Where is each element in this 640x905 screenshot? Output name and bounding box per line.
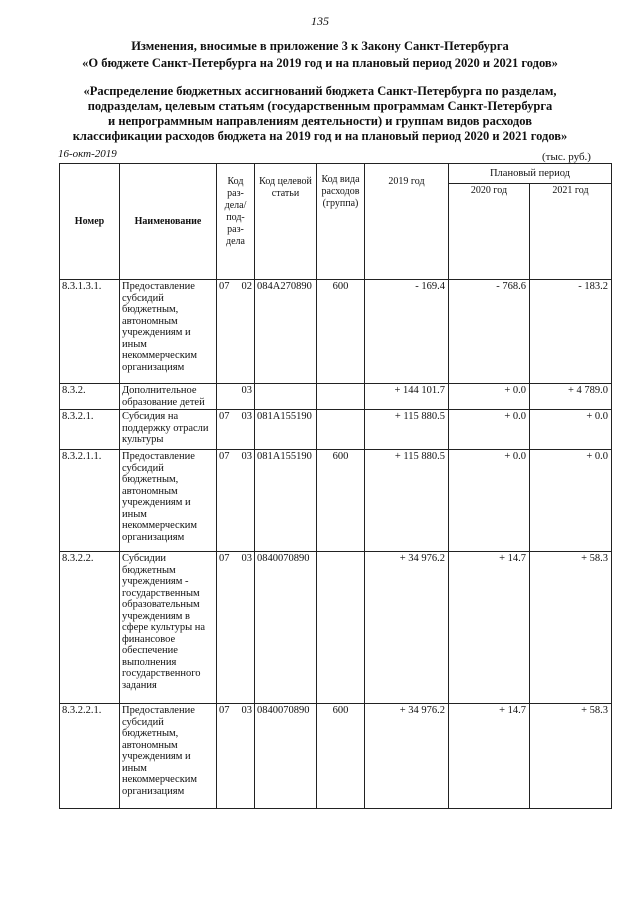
cell-vid: [317, 410, 365, 450]
razdel-code: 07: [219, 451, 230, 462]
cell-razdel: [217, 384, 255, 410]
table-row: [60, 280, 612, 384]
cell-name: Предоставление субсидий бюджетным, автономным учреждениям и иным некоммерческим организациям: [120, 450, 217, 552]
header-2019: 2019 год: [365, 164, 449, 280]
table-row: [60, 552, 612, 704]
table-row: [60, 410, 612, 450]
budget-table: [59, 163, 612, 809]
cell-2021: - 183.2: [530, 280, 612, 384]
header-number: Номер: [60, 164, 120, 280]
header-2020: 2020 год: [449, 184, 530, 280]
cell-razdel: [217, 410, 255, 450]
cell-target: 0840070890: [255, 704, 317, 809]
title-line: Изменения, вносимые в приложение 3 к Закону Санкт-Петербурга: [131, 39, 509, 53]
cell-vid: 600: [317, 280, 365, 384]
cell-name: Субсидии бюджетным учреждениям - государственным образовательным учреждениям в сфере культуры на финансовое обеспечение выполнения государственного задания: [120, 552, 217, 704]
subtitle-line: «Распределение бюджетных ассигнований бюджета Санкт-Петербурга по разделам,: [83, 84, 557, 98]
cell-target: 084A270890: [255, 280, 317, 384]
header-name: Наименование: [120, 164, 217, 280]
cell-2020: - 768.6: [449, 280, 530, 384]
subtitle-line: и непрограммным направлениям деятельности) и группам видов расходов: [108, 114, 532, 128]
table-row: [60, 704, 612, 809]
cell-vid: [317, 384, 365, 410]
cell-vid: [317, 552, 365, 704]
podrazdel-code: 03: [241, 451, 252, 462]
podrazdel-code: 03: [241, 385, 252, 396]
cell-number: 8.3.2.2.1.: [60, 704, 120, 809]
cell-number: 8.3.2.: [60, 384, 120, 410]
cell-2020: + 0.0: [449, 384, 530, 410]
cell-2020: + 14.7: [449, 704, 530, 809]
cell-2020: + 0.0: [449, 450, 530, 552]
header-vid: Код вида расходов (группа): [317, 164, 365, 280]
cell-target: [255, 384, 317, 410]
cell-2019: + 34 976.2: [365, 704, 449, 809]
document-title: [20, 38, 620, 72]
cell-2019: + 34 976.2: [365, 552, 449, 704]
header-planned-period: Плановый период: [449, 164, 612, 184]
table-row: [60, 384, 612, 410]
header-razdel: Код раз-дела/ под-раз-дела: [217, 164, 255, 280]
cell-razdel: [217, 704, 255, 809]
cell-2019: + 144 101.7: [365, 384, 449, 410]
razdel-code: 07: [219, 281, 230, 292]
cell-target: 081A155190: [255, 410, 317, 450]
cell-2019: - 169.4: [365, 280, 449, 384]
table-row: [60, 450, 612, 552]
cell-2019: + 115 880.5: [365, 410, 449, 450]
cell-2019: + 115 880.5: [365, 450, 449, 552]
cell-2021: + 58.3: [530, 552, 612, 704]
cell-2020: + 14.7: [449, 552, 530, 704]
cell-razdel: [217, 450, 255, 552]
cell-number: 8.3.2.2.: [60, 552, 120, 704]
cell-name: Предоставление субсидий бюджетным, автономным учреждениям и иным некоммерческим организациям: [120, 704, 217, 809]
podrazdel-code: 03: [241, 705, 252, 716]
cell-2020: + 0.0: [449, 410, 530, 450]
document-date: 16-окт-2019: [58, 148, 117, 160]
cell-razdel: [217, 280, 255, 384]
subtitle-line: подразделам, целевым статьям (государственным программам Санкт-Петербурга: [87, 99, 553, 113]
podrazdel-code: 03: [241, 411, 252, 422]
header-target: Код целевой статьи: [255, 164, 317, 280]
cell-2021: + 0.0: [530, 450, 612, 552]
cell-target: 081A155190: [255, 450, 317, 552]
cell-name: Дополнительное образование детей: [120, 384, 217, 410]
page-number: 135: [311, 14, 329, 28]
cell-vid: 600: [317, 704, 365, 809]
cell-name: Предоставление субсидий бюджетным, автономным учреждениям и иным некоммерческим организациям: [120, 280, 217, 384]
razdel-code: 07: [219, 411, 230, 422]
podrazdel-code: 02: [241, 281, 252, 292]
units-label: (тыс. руб.): [542, 151, 591, 163]
subtitle-line: классификации расходов бюджета на 2019 год и на плановый период 2020 и 2021 годов»: [72, 129, 568, 143]
cell-number: 8.3.2.1.: [60, 410, 120, 450]
title-line: «О бюджете Санкт-Петербурга на 2019 год и на плановый период 2020 и 2021 годов»: [82, 56, 558, 70]
cell-2021: + 58.3: [530, 704, 612, 809]
cell-razdel: [217, 552, 255, 704]
cell-number: 8.3.2.1.1.: [60, 450, 120, 552]
podrazdel-code: 03: [241, 553, 252, 564]
razdel-code: 07: [219, 705, 230, 716]
cell-2021: + 4 789.0: [530, 384, 612, 410]
cell-vid: 600: [317, 450, 365, 552]
razdel-code: 07: [219, 553, 230, 564]
header-2021: 2021 год: [530, 184, 612, 280]
cell-target: 0840070890: [255, 552, 317, 704]
cell-number: 8.3.1.3.1.: [60, 280, 120, 384]
document-subtitle: [20, 84, 620, 144]
cell-2021: + 0.0: [530, 410, 612, 450]
cell-name: Субсидия на поддержку отрасли культуры: [120, 410, 217, 450]
